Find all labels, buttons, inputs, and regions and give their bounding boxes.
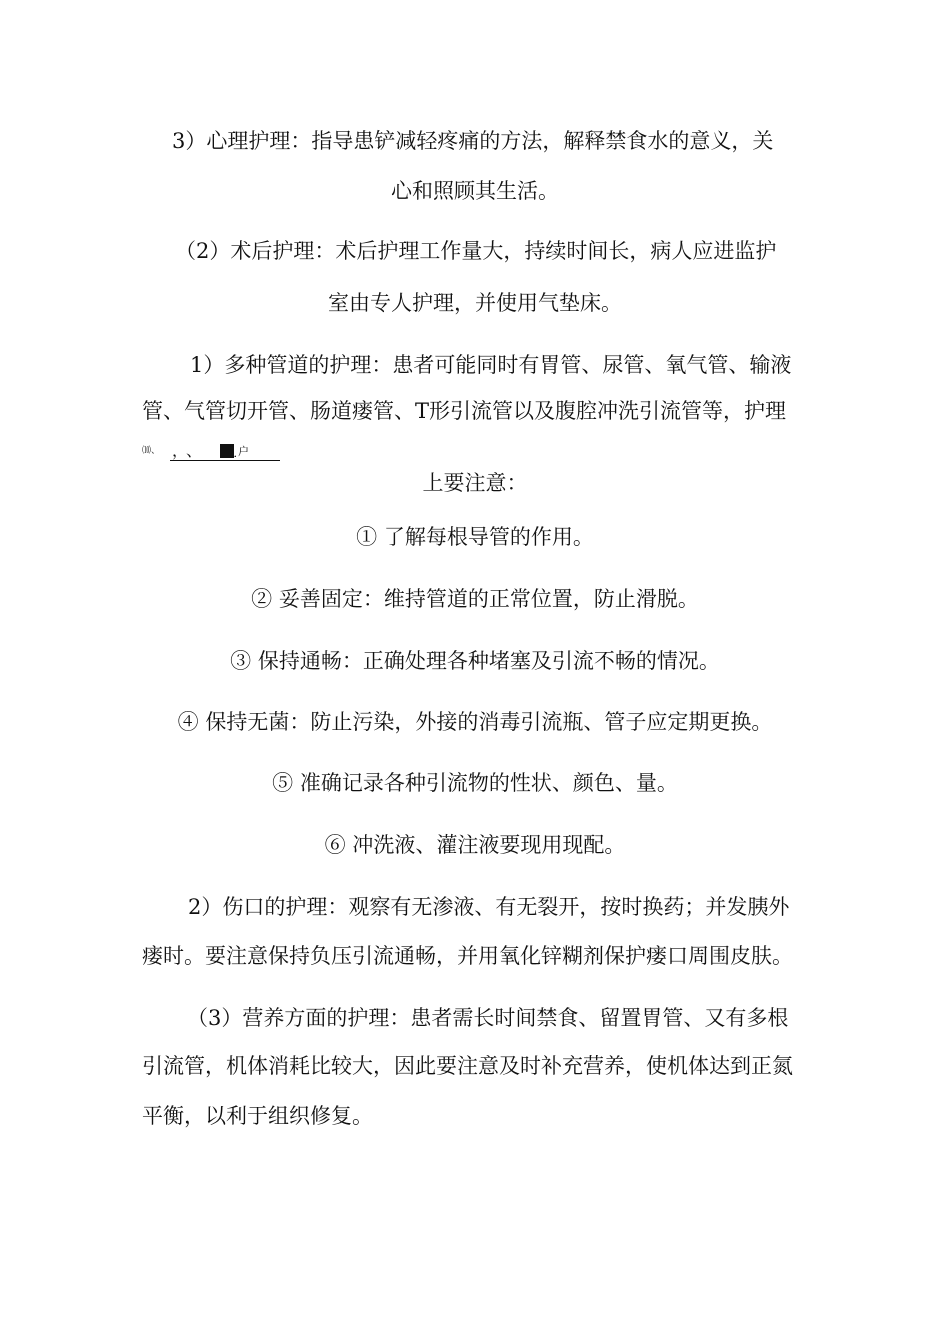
paragraph-line: （2）术后护理：术后护理工作量大，持续时间长，病人应进监护 [175,239,777,263]
paragraph-line: 心和照顾其生活。 [391,179,559,203]
list-item: ④ 保持无菌：防止污染，外接的消毒引流瓶、管子应定期更换。 [177,710,773,734]
scan-artifact [142,442,282,462]
artifact-block [220,444,234,458]
artifact-text: ⑽、 [142,446,161,456]
list-item: ① 了解每根导管的作用。 [356,525,594,549]
list-item: ③ 保持通畅：正确处理各种堵塞及引流不畅的情况。 [230,649,720,673]
paragraph-line: 3）心理护理：指导患铲减轻疼痛的方法，解释禁食水的意义，关 [172,129,774,153]
paragraph-line: 2）伤口的护理：观察有无渗液、有无裂开，按时换药；并发胰外 [188,895,790,919]
paragraph-line: 上要注意： [422,471,528,495]
paragraph-line: 瘘时。要注意保持负压引流通畅，并用氧化锌糊剂保护瘘口周围皮肤。 [142,944,793,968]
artifact-text: ，、 [172,441,209,460]
paragraph-line: 1）多种管道的护理：患者可能同时有胃管、尿管、氧气管、输液 [190,353,792,377]
paragraph-line: 平衡，以利于组织修复。 [142,1104,373,1128]
paragraph-line: 管、气管切开管、肠道瘘管、T形引流管以及腹腔冲洗引流管等，护理 [142,399,787,423]
paragraph-line: 室由专人护理，并使用气垫床。 [328,291,622,315]
artifact-text: ̣̣̣户 [238,445,249,458]
list-item: ⑤ 准确记录各种引流物的性状、颜色、量。 [272,771,678,795]
paragraph-line: 引流管，机体消耗比较大，因此要注意及时补充营养，使机体达到正氮 [142,1054,793,1078]
list-item: ② 妥善固定：维持管道的正常位置，防止滑脱。 [251,587,699,611]
artifact-underline [170,460,280,461]
paragraph-line: （3）营养方面的护理：患者需长时间禁食、留置胃管、又有多根 [187,1006,789,1030]
list-item: ⑥ 冲洗液、灌注液要现用现配。 [324,833,626,857]
